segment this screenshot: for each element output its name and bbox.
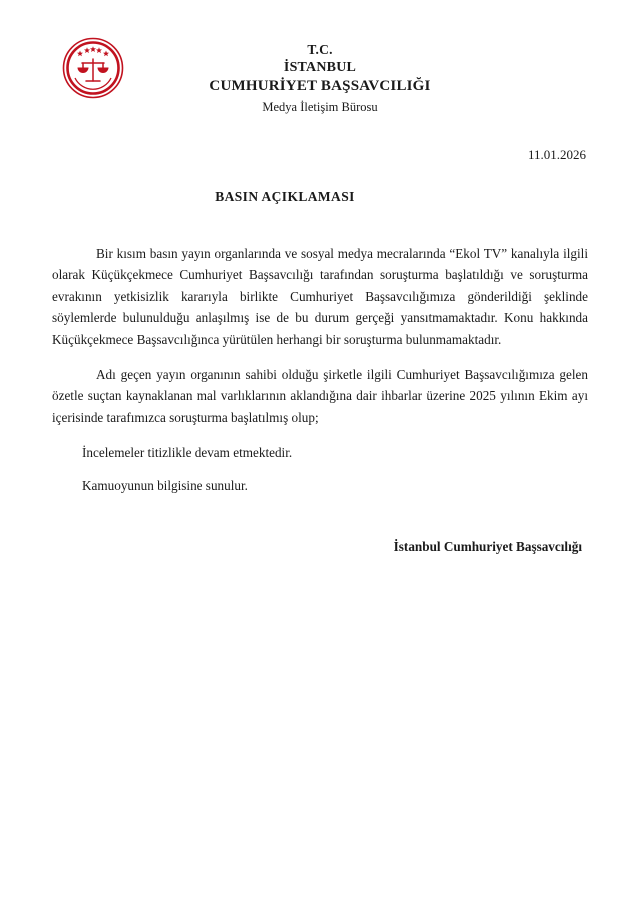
document-date: 11.01.2026	[527, 147, 586, 162]
paragraph: Kamuoyunun bilgisine sunulur.	[82, 478, 248, 494]
header-line-office: CUMHURİYET BAŞSAVCILIĞI	[209, 78, 431, 95]
document-heading: BASIN AÇIKLAMASI	[215, 189, 355, 204]
header-line-tc: T.C.	[307, 42, 333, 57]
document-signature: İstanbul Cumhuriyet Başsavcılığı	[393, 538, 582, 554]
document-header	[52, 0, 588, 115]
paragraph: Adı geçen yayın organının sahibi olduğu şirketle ilgili Cumhuriyet Başsavcılığımıza gelen özetle suçtan kaynaklanan mal varlıklarının aklandığına dair ihbarlar üzerine 2025 yılının Ekim ayı içerisinde tarafımızca soruşturma başlatılmış olup;	[52, 366, 588, 425]
document-body	[52, 243, 588, 497]
header-line-city: İSTANBUL	[283, 59, 357, 75]
header-titles	[52, 42, 588, 116]
paragraph: İncelemeler titizlikle devam etmektedir.	[82, 445, 293, 460]
header-line-bureau: Medya İletişim Bürosu	[262, 99, 378, 114]
paragraph: Bir kısım basın yayın organlarında ve sosyal medya mecralarında “Ekol TV” kanalıyla ilgili olarak Küçükçekmece Cumhuriyet Başsavcılığı tarafından soruşturma başlatıldığı ve soruşturma evrakının yetkisizlik kararıyla birlikte Cumhuriyet Başsavcılığımıza gönderildiği şeklinde söylemlerde bulunulduğu anlaşılmış ise de bu durum gerçeği yansıtmamaktadır. Konu hakkında Küçükçekmece Başsavcılığınca yürütülen herhangi bir soruşturma bulunmamaktadır.	[52, 246, 588, 347]
